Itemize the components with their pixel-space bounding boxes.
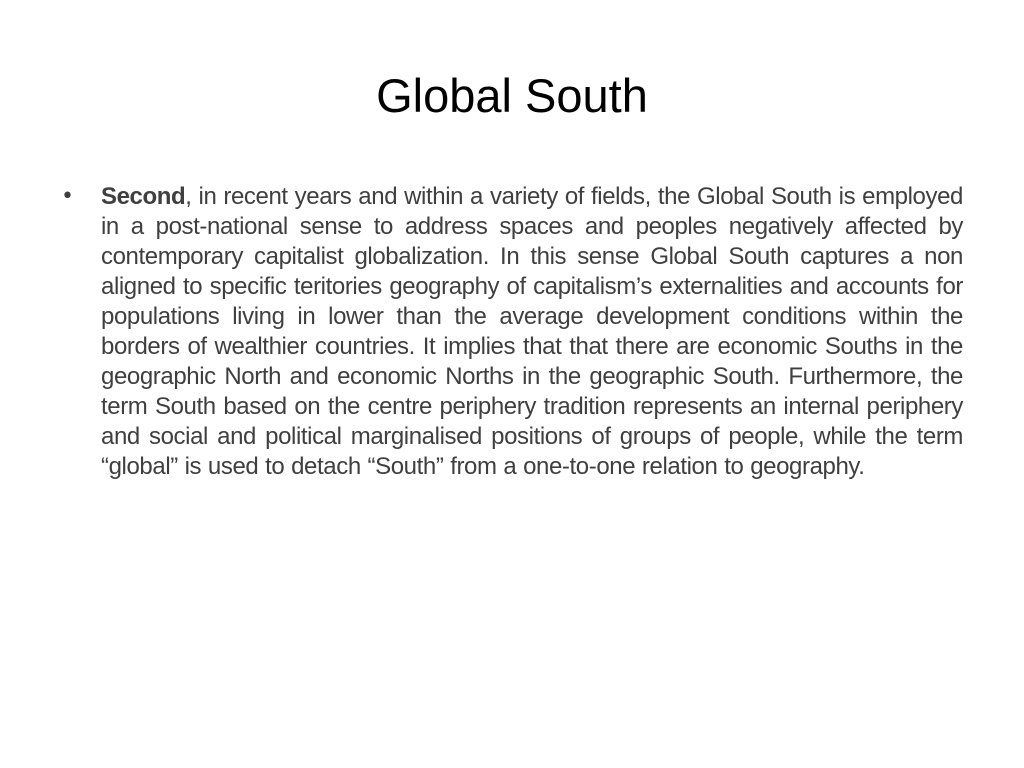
bullet-dot-icon: • <box>61 184 74 209</box>
bullet-lead-word: Second <box>101 183 186 210</box>
slide-content <box>61 182 963 482</box>
slide-title: Global South <box>376 69 648 122</box>
bullet-item <box>61 182 963 482</box>
bullet-body-text: , in recent years and within a variety of fields, the Global South is employed in a post-national sense to address spaces and peoples negatively affected by contemporary capitalist globalization. In this sense Global South captures a non aligned to specific teritories geography of capitalism’s externalities and accounts for populations living in lower than the average development conditions within the borders of wealthier countries. It implies that that there are economic Souths in the geographic North and economic Norths in the geographic South. Furthermore, the term South based on the centre periphery tradition represents an internal periphery and social and political marginalised positions of groups of people, while the term “global” is used to detach “South” from a one-to-one relation to geography. <box>101 183 963 480</box>
